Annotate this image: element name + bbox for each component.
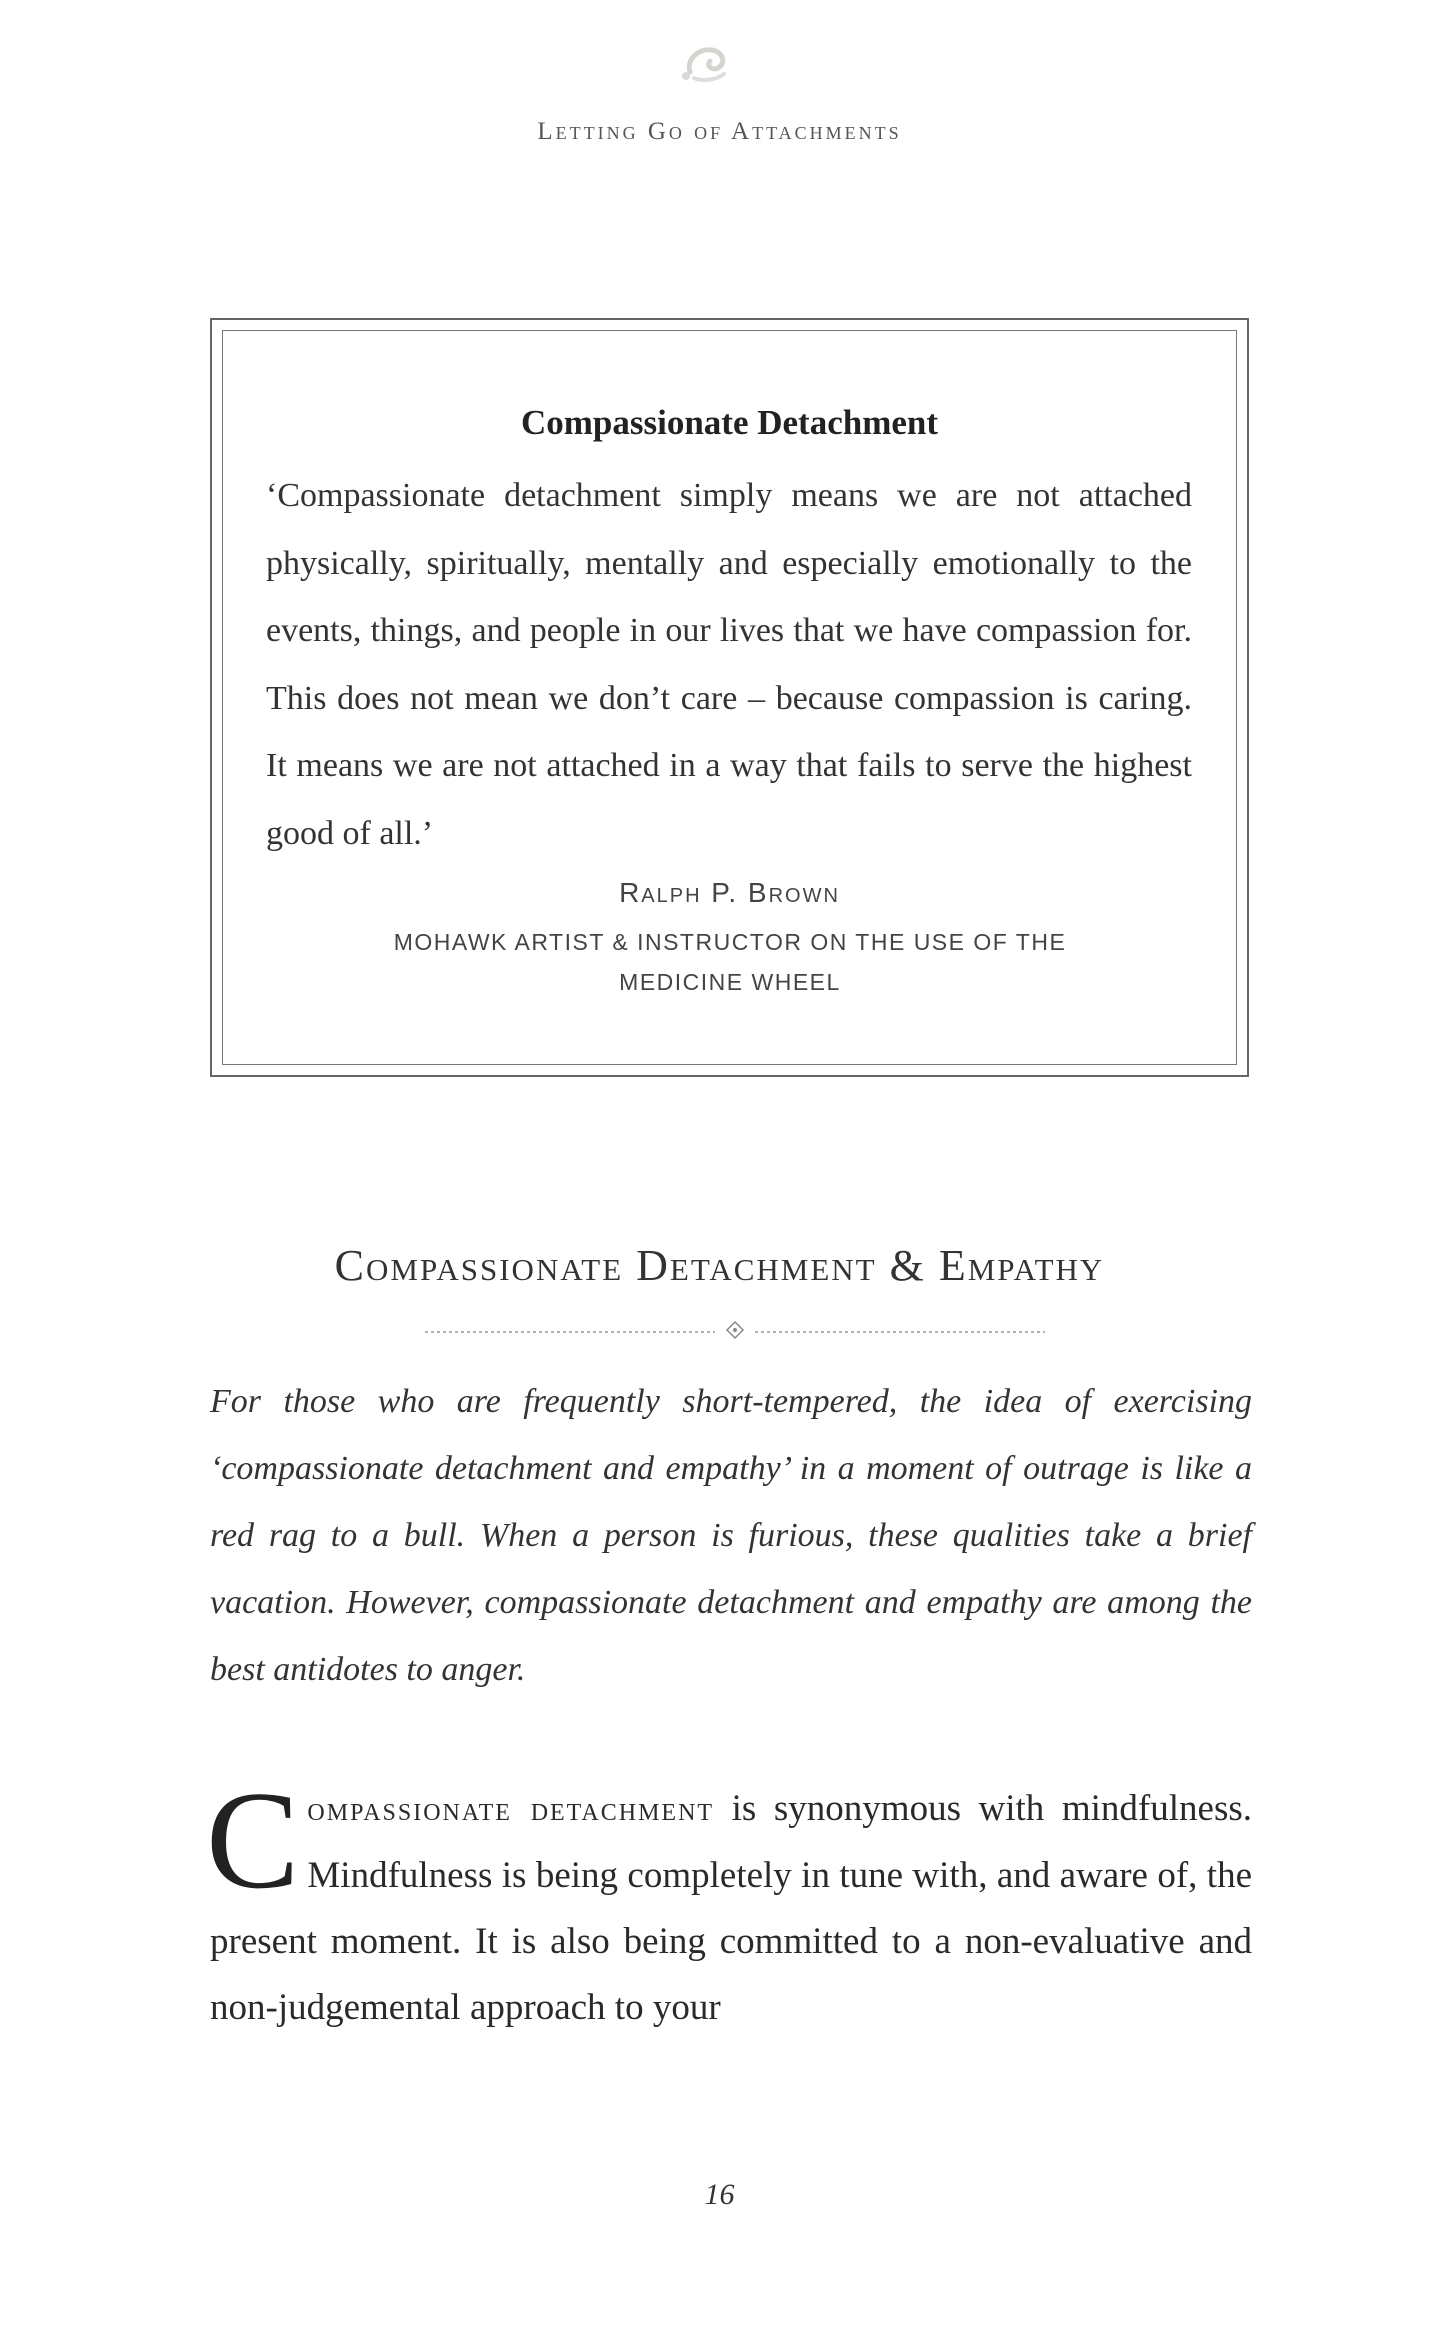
quote-text: ‘Compassionate detachment simply means we are not attached physically, spiritually, mentally and especially emotionally to the events, things, and people in our lives that we have compassion for. This does not mean we don’t care – because compassion is caring. It means we are not attached in a way that fails to serve the highest good of all.’ [266,477,1192,852]
drop-cap: C [206,1763,300,1918]
ornamental-divider [425,1318,1045,1342]
body-text: is synonymous with mindfulness. Mindfulness is being completely in tune with, and aware of, the present moment. It is also being committed to a non-evaluative and non-judgemental approach to your [210,1788,1252,2028]
page-number: 16 [704,2178,735,2211]
running-head: Letting Go of Attachments [537,118,902,145]
scroll-ornament-icon [668,30,748,90]
lead-in-small-caps: ompassionate detachment [307,1791,715,1828]
body-paragraph [206,1763,1252,2041]
quote-author-role: MOHAWK ARTIST & INSTRUCTOR ON THE USE OF THE MEDICINE WHEEL [393,929,1067,995]
quote-title: Compassionate Detachment [520,403,939,442]
quote-author: Ralph P. Brown [619,877,840,908]
section-heading: Compassionate Detachment & Empathy [334,1241,1105,1290]
section-intro: For those who are frequently short-tempered, the idea of exercising ‘compassionate detachment and empathy’ in a moment of outrage is like a red rag to a bull. When a person is furious, these qualities take a brief vacation. However, compassionate detachment and empathy are among the best antidotes to anger. [210,1383,1252,1688]
